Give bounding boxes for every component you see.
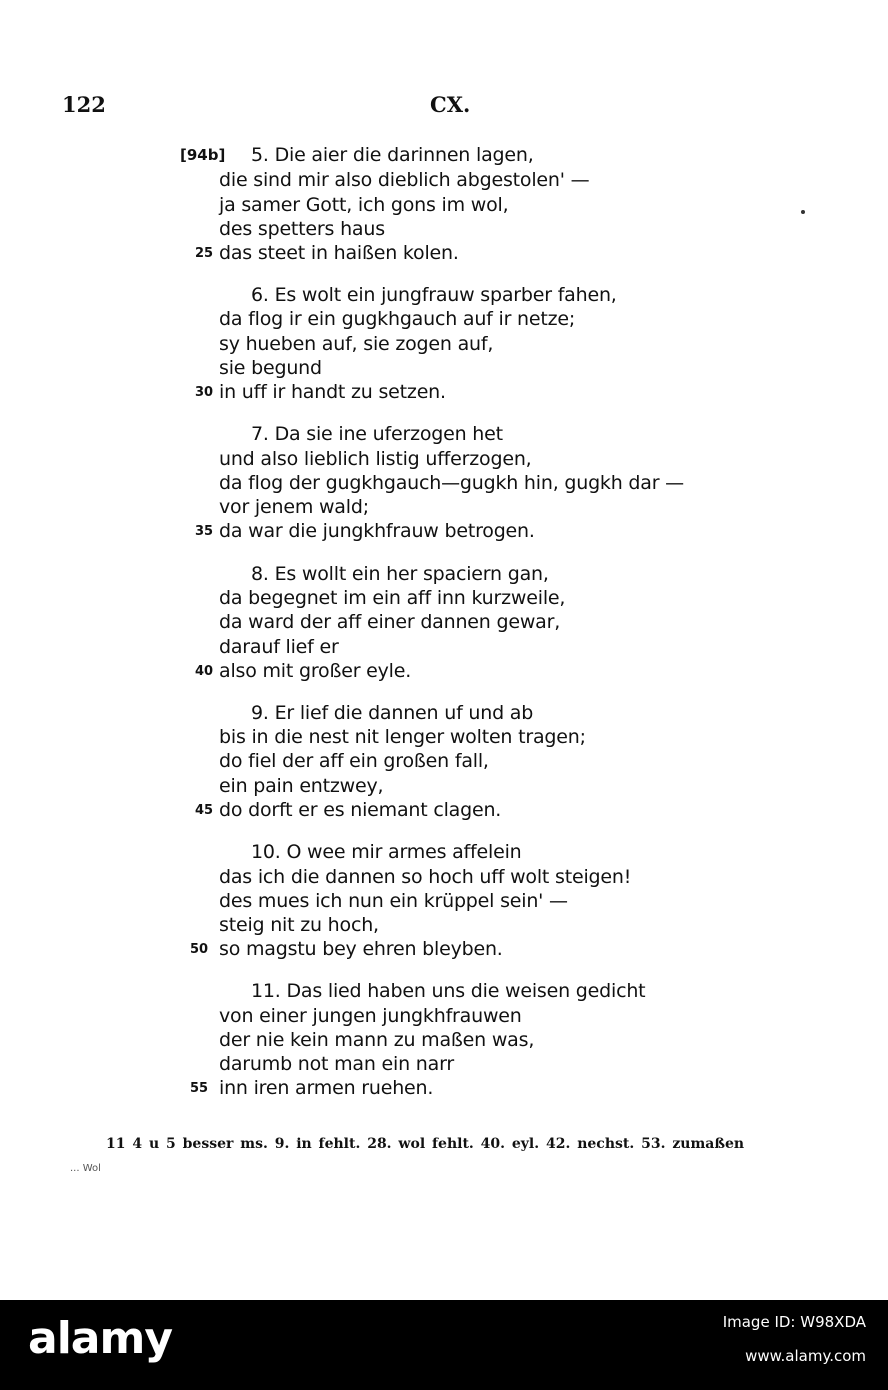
footnote-apparatus-continuation: ... Wol — [70, 1163, 101, 1174]
verse-line: 5. Die aier die darinnen lagen, — [251, 144, 534, 166]
verse-line: darumb not man ein narr — [219, 1053, 454, 1075]
line-number: 45 — [195, 803, 214, 818]
verse-line: da war die jungkhfrauw betrogen. — [219, 520, 535, 542]
verse-line: also mit großer eyle. — [219, 660, 412, 682]
alamy-logo: alamy — [28, 1313, 172, 1364]
image-id-label: Image ID: W98XDA — [722, 1313, 866, 1331]
verse-line: so magstu bey ehren bleyben. — [219, 938, 503, 960]
verse-line: da begegnet im ein aff inn kurzweile, — [219, 587, 566, 609]
verse-line: des spetters haus — [219, 218, 385, 240]
verse-line: ja samer Gott, ich gons im wol, — [219, 194, 509, 216]
ink-speck — [801, 210, 805, 214]
verse-line: des mues ich nun ein krüppel sein' — — [219, 890, 568, 912]
website-link[interactable]: www.alamy.com — [745, 1347, 866, 1365]
verse-line: inn iren armen ruehen. — [219, 1077, 434, 1099]
verse-line: sy hueben auf, sie zogen auf, — [219, 333, 494, 355]
verse-line: steig nit zu hoch, — [219, 914, 379, 936]
running-head: CX. — [430, 92, 471, 117]
verse-line: 9. Er lief die dannen uf und ab — [251, 702, 534, 724]
verse-line: 8. Es wollt ein her spaciern gan, — [251, 563, 549, 585]
verse-line: do fiel der aff ein großen fall, — [219, 750, 489, 772]
page-number: 122 — [62, 92, 106, 117]
folio-marker: [94b] — [180, 146, 226, 164]
verse-line: 6. Es wolt ein jungfrauw sparber fahen, — [251, 284, 617, 306]
line-number: 55 — [190, 1081, 209, 1096]
line-number: 30 — [195, 385, 214, 400]
verse-line: das ich die dannen so hoch uff wolt steigen! — [219, 866, 632, 888]
verse-line: ein pain entzwey, — [219, 775, 384, 797]
verse-line: vor jenem wald; — [219, 496, 369, 518]
line-number: 50 — [190, 942, 209, 957]
verse-line: in uff ir handt zu setzen. — [219, 381, 446, 403]
verse-line: darauf lief er — [219, 636, 339, 658]
verse-line: das steet in haißen kolen. — [219, 242, 459, 264]
verse-line: da flog der gugkhgauch—gugkh hin, gugkh dar — — [219, 472, 684, 494]
line-number: 25 — [195, 246, 214, 261]
line-number: 40 — [195, 664, 214, 679]
line-number: 35 — [195, 524, 214, 539]
verse-line: und also lieblich listig ufferzogen, — [219, 448, 532, 470]
verse-line: sie begund — [219, 357, 322, 379]
verse-line: 11. Das lied haben uns die weisen gedicht — [251, 980, 646, 1002]
verse-line: der nie kein mann zu maßen was, — [219, 1029, 535, 1051]
footnote-apparatus: 11 4 u 5 besser ms. 9. in fehlt. 28. wol fehlt. 40. eyl. 42. nechst. 53. zumaßen — [106, 1136, 745, 1152]
verse-line: do dorft er es niemant clagen. — [219, 799, 502, 821]
verse-line: 7. Da sie ine uferzogen het — [251, 423, 503, 445]
verse-line: 10. O wee mir armes affelein — [251, 841, 522, 863]
verse-line: die sind mir also dieblich abgestolen' — — [219, 169, 590, 191]
verse-line: von einer jungen jungkhfrauwen — [219, 1005, 522, 1027]
verse-line: da ward der aff einer dannen gewar, — [219, 611, 561, 633]
verse-line: bis in die nest nit lenger wolten tragen; — [219, 726, 586, 748]
verse-line: da flog ir ein gugkhgauch auf ir netze; — [219, 308, 576, 330]
